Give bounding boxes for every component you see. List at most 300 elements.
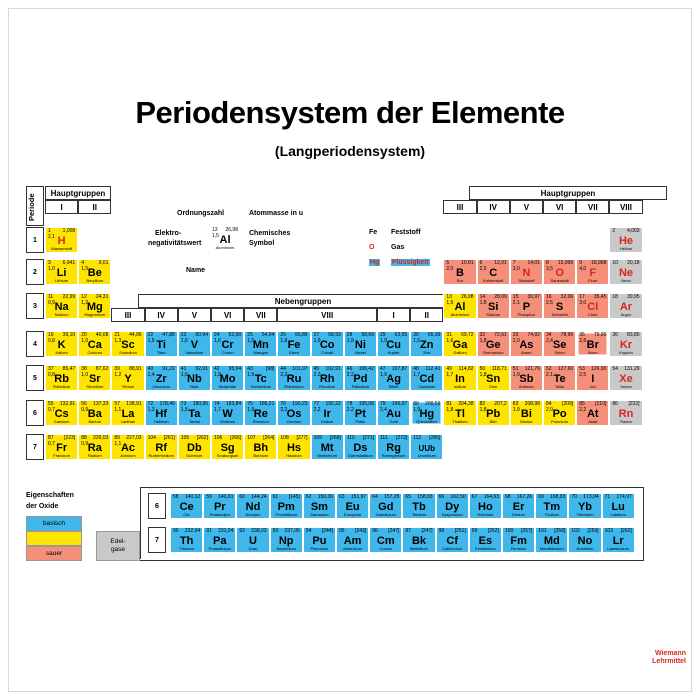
feststoff-symbol: Fe (369, 229, 378, 236)
element-mass: 112,41 (425, 366, 441, 372)
element-name: Ytterbium (576, 512, 594, 517)
element-name: Bor (456, 278, 464, 283)
element-Rg[interactable] (377, 434, 410, 460)
nebengruppe-header-0: III (111, 308, 144, 322)
element-symbol: Ir (323, 408, 331, 420)
element-Bh[interactable] (244, 434, 277, 460)
element-number: 42 (214, 366, 220, 372)
element-electronegativity: 3,0 (512, 266, 520, 272)
element-name: Helium (619, 246, 633, 251)
element-Zn[interactable] (410, 331, 443, 357)
element-Ds[interactable] (344, 434, 377, 460)
element-Rh[interactable] (311, 365, 344, 391)
element-Hs[interactable] (277, 434, 310, 460)
element-At[interactable] (576, 400, 609, 426)
element-number: 79 (380, 401, 386, 407)
element-Cd[interactable] (410, 365, 443, 391)
element-mass: [261] (163, 435, 175, 441)
element-Ba[interactable] (78, 400, 111, 426)
element-Dy[interactable] (436, 493, 469, 519)
element-Ho[interactable] (469, 493, 502, 519)
element-Ti[interactable] (145, 331, 178, 357)
element-symbol: Fe (287, 339, 301, 351)
element-number: 50 (479, 366, 486, 372)
element-B[interactable] (443, 259, 476, 285)
element-Ca[interactable] (78, 331, 111, 357)
element-Mt[interactable] (311, 434, 344, 460)
element-name: Mendelevium (539, 546, 564, 551)
element-Sn[interactable] (477, 365, 510, 391)
element-number: 57 (114, 401, 120, 407)
element-name: Wolfram (220, 419, 235, 424)
element-Re[interactable] (244, 400, 277, 426)
element-symbol: Sm (310, 501, 328, 513)
periode-label: Periode (27, 193, 36, 221)
element-symbol: Mg (86, 301, 103, 313)
element-number: 56 (81, 401, 87, 407)
element-Pu[interactable] (303, 527, 336, 553)
element-number: 59 (206, 494, 212, 500)
edelgase-label-1: Edel- (110, 538, 126, 545)
element-mass: [257] (521, 528, 533, 534)
element-number: 10 (612, 260, 618, 266)
element-name: Praseodym (209, 512, 230, 517)
element-name: Terbium (411, 512, 427, 517)
element-number: 86 (612, 401, 618, 407)
element-Au[interactable] (377, 400, 410, 426)
element-symbol: Cd (419, 373, 435, 385)
element-Te[interactable] (543, 365, 576, 391)
element-number: 30 (413, 332, 419, 338)
element-Cf[interactable] (436, 527, 469, 553)
element-Tc[interactable] (244, 365, 277, 391)
nebengruppe-header-1: IV (145, 308, 178, 322)
element-mass: 58,93 (328, 332, 341, 338)
element-mass: 192,22 (325, 401, 341, 407)
element-O[interactable] (543, 259, 576, 285)
element-Se[interactable] (543, 331, 576, 357)
element-number: 5 (446, 260, 450, 266)
element-symbol: Mt (320, 442, 334, 454)
element-name: Actinium (120, 453, 136, 458)
element-number: 29 (380, 332, 386, 338)
element-Ta[interactable] (178, 400, 211, 426)
element-name: Scandium (119, 350, 137, 355)
element-Sb[interactable] (510, 365, 543, 391)
element-number: 46 (346, 366, 353, 372)
element-W[interactable] (211, 400, 244, 426)
element-name: Barium (88, 419, 102, 424)
element-Ne[interactable] (609, 259, 642, 285)
element-mass: 14,01 (527, 260, 540, 266)
element-name: Strontium (86, 384, 104, 389)
element-mass: 35,45 (593, 294, 607, 300)
element-U[interactable] (236, 527, 269, 553)
element-symbol: Li (56, 267, 67, 279)
element-number: 72 (147, 401, 154, 407)
element-number: 22 (147, 332, 154, 338)
element-electronegativity: 1,5 (446, 300, 454, 306)
element-name: Kalium (55, 350, 68, 355)
element-As[interactable] (510, 331, 543, 357)
element-name: Californium (442, 546, 463, 551)
element-symbol: O (555, 267, 564, 279)
element-mass: 39,10 (62, 332, 76, 338)
element-number: 44 (280, 366, 286, 372)
element-UUb[interactable] (410, 434, 443, 460)
element-mass: [252] (487, 528, 499, 534)
element-Be[interactable] (78, 259, 111, 285)
element-Rb[interactable] (45, 365, 78, 391)
element-number: 55 (48, 401, 54, 407)
element-Y[interactable] (111, 365, 144, 391)
element-Fm[interactable] (502, 527, 535, 553)
element-symbol: Se (552, 339, 567, 351)
element-number: 93 (272, 528, 279, 534)
element-Nd[interactable] (236, 493, 269, 519)
element-number: 105 (180, 435, 190, 441)
element-He[interactable] (609, 227, 642, 253)
element-S[interactable] (543, 293, 576, 319)
element-number: 104 (147, 435, 156, 441)
element-mass: [210] (595, 401, 607, 407)
element-Pr[interactable] (203, 493, 236, 519)
element-Ge[interactable] (477, 331, 510, 357)
element-symbol: Fm (510, 535, 527, 547)
element-name: Ruthenium (284, 384, 304, 389)
element-symbol: At (586, 408, 599, 420)
element-Hf[interactable] (145, 400, 178, 426)
element-Sm[interactable] (303, 493, 336, 519)
element-Cr[interactable] (211, 331, 244, 357)
element-Rn[interactable] (609, 400, 642, 426)
element-Es[interactable] (469, 527, 502, 553)
element-Sr[interactable] (78, 365, 111, 391)
element-mass: 178,49 (159, 401, 175, 407)
element-number: 13 (446, 294, 452, 300)
element-symbol: Np (278, 535, 294, 547)
element-symbol: V (190, 339, 199, 351)
actinide-period-number: 7 (148, 527, 166, 553)
element-Co[interactable] (311, 331, 344, 357)
element-electronegativity: 0,9 (48, 300, 55, 306)
element-Si[interactable] (477, 293, 510, 319)
element-Kr[interactable] (609, 331, 642, 357)
element-symbol: Cs (54, 408, 69, 420)
element-Ce[interactable] (170, 493, 203, 519)
element-electronegativity: 1,8 (214, 372, 221, 378)
element-symbol: Ca (87, 339, 102, 351)
lanthanide-period-number: 6 (148, 493, 166, 519)
element-symbol: Pb (486, 408, 501, 420)
element-mass: 39,95 (627, 294, 640, 300)
element-Ni[interactable] (344, 331, 377, 357)
element-Mo[interactable] (211, 365, 244, 391)
element-Xe[interactable] (609, 365, 642, 391)
element-number: 18 (612, 294, 618, 300)
element-Yb[interactable] (568, 493, 601, 519)
key-ordnungszahl: 13 (212, 227, 218, 233)
element-mass: 204,38 (458, 401, 474, 407)
element-number: 19 (48, 332, 54, 338)
element-electronegativity: 1,9 (380, 372, 387, 378)
element-symbol: Ge (485, 339, 501, 351)
element-name: Arsen (521, 350, 532, 355)
element-Gd[interactable] (369, 493, 402, 519)
element-mass: [98] (266, 366, 275, 372)
element-mass: 6,941 (62, 260, 76, 266)
element-Ra[interactable] (78, 434, 111, 460)
element-electronegativity: 0,7 (48, 407, 55, 413)
element-mass: [272] (396, 435, 408, 441)
element-number: 40 (147, 366, 154, 372)
eigenschaften-oxide-label-2: der Oxide (26, 503, 59, 510)
element-symbol: Ta (188, 408, 201, 420)
element-name: Neptunium (276, 546, 296, 551)
element-symbol: Ho (478, 501, 493, 513)
element-electronegativity: 1,9 (313, 338, 321, 344)
element-symbol: Rf (155, 442, 167, 454)
element-La[interactable] (111, 400, 144, 426)
element-symbol: Mn (252, 339, 269, 351)
element-mass: 10,81 (461, 260, 474, 266)
brand-line-3: · · · · · · · (670, 666, 686, 671)
gas-label: Gas (391, 244, 405, 251)
element-symbol: Ru (286, 373, 302, 385)
element-mass: [145] (288, 494, 300, 500)
element-Pm[interactable] (270, 493, 303, 519)
element-name: Holmium (477, 512, 494, 517)
element-symbol: Xe (619, 373, 633, 385)
element-number: 45 (313, 366, 320, 372)
element-F[interactable] (576, 259, 609, 285)
element-Na[interactable] (45, 293, 78, 319)
element-symbol: Ni (354, 339, 366, 351)
element-mass: [247] (421, 528, 433, 534)
element-V[interactable] (178, 331, 211, 357)
element-Eu[interactable] (336, 493, 369, 519)
element-Po[interactable] (543, 400, 576, 426)
element-electronegativity: 2,1 (48, 234, 55, 240)
element-name: Sauerstoff (550, 278, 569, 283)
element-mass: 131,29 (624, 366, 640, 372)
element-number: 87 (48, 435, 54, 441)
hauptgruppen-left-header: Hauptgruppen (45, 186, 111, 200)
element-electronegativity: 2,1 (546, 372, 553, 378)
element-Fe[interactable] (277, 331, 310, 357)
element-name: Tellur (554, 384, 565, 389)
element-Cu[interactable] (377, 331, 410, 357)
element-name: Gadolinium (375, 512, 396, 517)
element-Ru[interactable] (277, 365, 310, 391)
element-Db[interactable] (178, 434, 211, 460)
element-Os[interactable] (277, 400, 310, 426)
element-I[interactable] (576, 365, 609, 391)
legend-edelgase (96, 531, 140, 561)
element-Tl[interactable] (443, 400, 476, 426)
element-number: 76 (280, 401, 286, 407)
element-mass: 18,998 (591, 260, 607, 266)
element-symbol: S (555, 301, 564, 313)
element-number: 69 (538, 494, 544, 500)
eigenschaften-oxide-label-1: Eigenschaften (26, 492, 74, 499)
element-N[interactable] (510, 259, 543, 285)
element-number: 88 (81, 435, 87, 441)
nebengruppe-header-4: VII (244, 308, 277, 322)
element-Pt[interactable] (344, 400, 377, 426)
element-mass: 12,01 (494, 260, 507, 266)
element-mass: 107,87 (391, 366, 408, 372)
element-Bk[interactable] (402, 527, 435, 553)
legend-basisch: basisch (26, 516, 82, 531)
element-Cm[interactable] (369, 527, 402, 553)
element-Tm[interactable] (535, 493, 568, 519)
element-mass: 106,42 (358, 366, 374, 372)
element-number: 106 (214, 435, 223, 441)
element-name: Radium (87, 453, 102, 458)
element-mass: 137,33 (93, 401, 109, 407)
element-Mn[interactable] (244, 331, 277, 357)
feststoff-label: Feststoff (391, 229, 421, 236)
element-name: Uran (248, 546, 258, 551)
element-K[interactable] (45, 331, 78, 357)
element-name: Bismut (520, 419, 533, 424)
element-number: 66 (438, 494, 445, 500)
element-symbol: Ga (452, 339, 468, 351)
element-symbol: Rh (319, 373, 335, 385)
element-name: Rhenium (252, 419, 269, 424)
element-Lr[interactable] (602, 527, 635, 553)
element-name: Selen (554, 350, 565, 355)
element-name: Darmstadtium (347, 453, 373, 458)
element-name: Erbium (512, 512, 525, 517)
element-mass: [268] (329, 435, 341, 441)
element-mass: 54,94 (261, 332, 275, 338)
element-mass: 65,39 (427, 332, 441, 338)
element-electronegativity: 0,8 (48, 372, 55, 378)
element-mass: 231,04 (218, 528, 234, 534)
element-Hg[interactable] (410, 400, 443, 426)
element-electronegativity: 2,1 (512, 300, 520, 306)
element-electronegativity: 1,9 (413, 407, 421, 413)
element-electronegativity: 2,2 (346, 407, 354, 413)
element-Md[interactable] (535, 527, 568, 553)
element-Ga[interactable] (443, 331, 476, 357)
element-No[interactable] (568, 527, 601, 553)
element-electronegativity: 1,8 (446, 407, 454, 413)
element-Pa[interactable] (203, 527, 236, 553)
element-Nb[interactable] (178, 365, 211, 391)
element-Lu[interactable] (602, 493, 635, 519)
element-Pd[interactable] (344, 365, 377, 391)
element-name: Xenon (620, 384, 632, 389)
group-header-I: I (45, 200, 78, 214)
legend-sauer: sauer (26, 546, 82, 561)
element-symbol: UUb (418, 444, 435, 453)
element-Sc[interactable] (111, 331, 144, 357)
element-mass: 102,91 (325, 366, 341, 372)
element-name: Curium (379, 546, 393, 551)
group-header-III-right: III (443, 200, 476, 214)
element-Ag[interactable] (377, 365, 410, 391)
element-H[interactable] (45, 227, 78, 253)
element-number: 34 (546, 332, 552, 338)
element-Er[interactable] (502, 493, 535, 519)
group-header-VI-right: VI (543, 200, 576, 214)
element-electronegativity: 1,1 (114, 441, 122, 447)
element-name: Natrium (54, 312, 69, 317)
element-In[interactable] (443, 365, 476, 391)
element-Al[interactable] (443, 293, 476, 319)
element-electronegativity: 4,0 (579, 266, 587, 272)
element-C[interactable] (477, 259, 510, 285)
element-Sg[interactable] (211, 434, 244, 460)
element-symbol: Cl (587, 301, 599, 313)
element-symbol: La (121, 408, 135, 420)
element-Fr[interactable] (45, 434, 78, 460)
element-name: Caesium (53, 419, 70, 424)
element-Cl[interactable] (576, 293, 609, 319)
element-Am[interactable] (336, 527, 369, 553)
element-symbol: He (618, 235, 634, 247)
element-Ir[interactable] (311, 400, 344, 426)
element-symbol: Sb (519, 373, 534, 385)
hauptgruppen-right-header: Hauptgruppen (469, 186, 667, 200)
element-Np[interactable] (270, 527, 303, 553)
element-name: Iod (590, 384, 596, 389)
element-name: Neodym (245, 512, 261, 517)
element-Br[interactable] (576, 331, 609, 357)
element-number: 74 (214, 401, 220, 407)
element-Li[interactable] (45, 259, 78, 285)
element-symbol: Na (54, 301, 69, 313)
element-P[interactable] (510, 293, 543, 319)
element-Pb[interactable] (477, 400, 510, 426)
element-mass: 78,96 (560, 332, 574, 338)
element-Cs[interactable] (45, 400, 78, 426)
element-name: Nickel (354, 350, 366, 355)
element-name: Seaborgium (216, 453, 239, 458)
element-Tb[interactable] (402, 493, 435, 519)
element-name: Lithium (55, 278, 69, 283)
element-Zr[interactable] (145, 365, 178, 391)
element-symbol: Bk (411, 535, 427, 547)
element-Bi[interactable] (510, 400, 543, 426)
element-symbol: Md (543, 535, 560, 547)
element-electronegativity: 1,9 (346, 338, 354, 344)
element-Mg[interactable] (78, 293, 111, 319)
element-number: 11 (48, 294, 54, 300)
key-element-cell (209, 226, 241, 252)
nebengruppe-header-7: II (410, 308, 443, 322)
element-Ar[interactable] (609, 293, 642, 319)
element-symbol: N (522, 267, 531, 279)
fluessigkeit-symbol: Hg (370, 259, 380, 266)
element-mass: 167,26 (516, 494, 533, 500)
element-Ac[interactable] (111, 434, 144, 460)
element-electronegativity: 0,7 (48, 441, 55, 447)
element-Th[interactable] (170, 527, 203, 553)
element-name: Lawrencium (607, 546, 629, 551)
element-electronegativity: 1,9 (247, 372, 255, 378)
element-mass: 196,97 (391, 401, 408, 407)
chemisches-symbol-label-1: Chemisches (249, 230, 291, 237)
element-Rf[interactable] (145, 434, 178, 460)
element-name: Bohrium (253, 453, 269, 458)
element-number: 85 (579, 401, 585, 407)
element-mass: [262] (620, 528, 632, 534)
element-number: 4 (81, 260, 84, 266)
